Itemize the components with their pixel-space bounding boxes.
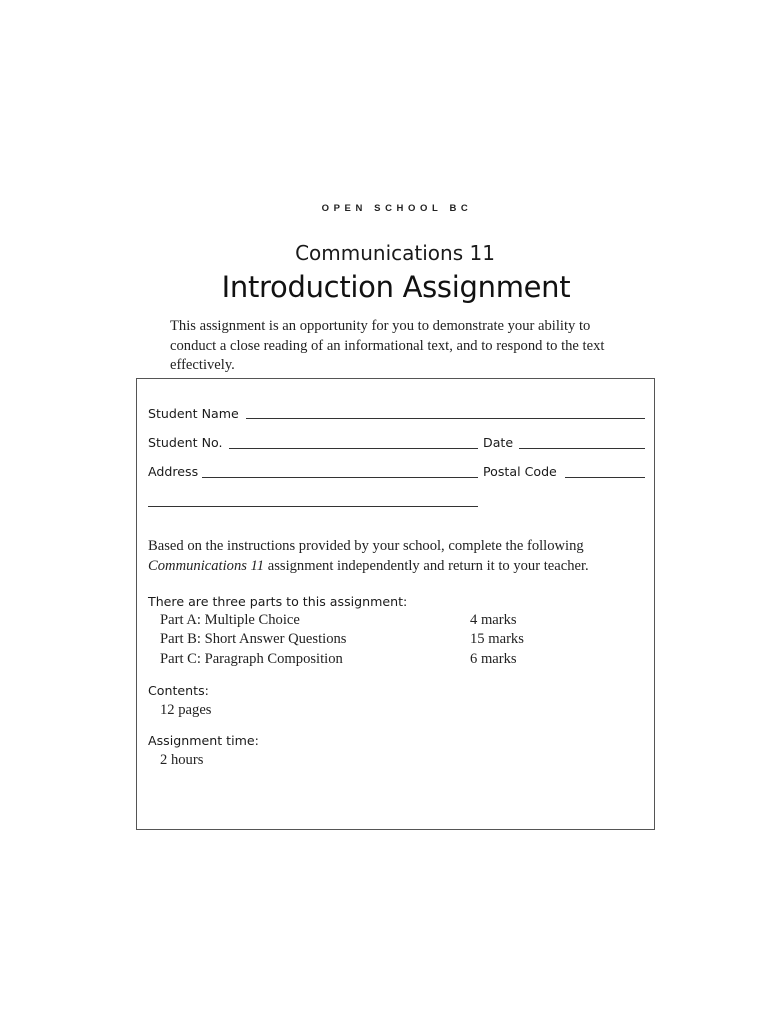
assignment-time-heading: Assignment time: xyxy=(148,733,259,748)
part-c-label: Part C: Paragraph Composition xyxy=(160,651,343,667)
course-name: Communications 11 xyxy=(295,241,495,265)
part-a-label: Part A: Multiple Choice xyxy=(160,612,300,628)
contents-value: 12 pages xyxy=(160,702,212,718)
instructions-text-after: assignment independently and return it to your teacher. xyxy=(267,557,589,574)
address-line-2-field[interactable] xyxy=(148,506,478,507)
instructions-paragraph xyxy=(148,537,643,576)
postal-code-label: Postal Code xyxy=(483,464,557,479)
instructions-course-name: Communications 11 xyxy=(148,557,265,574)
part-c-marks: 6 marks xyxy=(470,651,517,667)
date-label: Date xyxy=(483,435,514,450)
postal-code-field[interactable] xyxy=(565,477,645,478)
student-no-field[interactable] xyxy=(229,448,478,449)
part-b-marks: 15 marks xyxy=(470,631,524,647)
address-label: Address xyxy=(148,464,199,479)
address-field[interactable] xyxy=(202,477,478,478)
date-field[interactable] xyxy=(519,448,645,449)
student-name-label: Student Name xyxy=(148,406,239,421)
contents-heading: Contents: xyxy=(148,683,209,698)
organization-header: OPEN SCHOOL BC xyxy=(321,203,473,214)
part-a-marks: 4 marks xyxy=(470,612,517,628)
part-b-label: Part B: Short Answer Questions xyxy=(160,631,347,647)
student-name-field[interactable] xyxy=(246,418,645,419)
assignment-time-value: 2 hours xyxy=(160,752,204,768)
assignment-title: Introduction Assignment xyxy=(221,270,571,304)
student-no-label: Student No. xyxy=(148,435,223,450)
instructions-text-before: Based on the instructions provided by your school, complete the following xyxy=(148,538,584,554)
parts-heading: There are three parts to this assignment: xyxy=(148,594,408,609)
intro-paragraph: This assignment is an opportunity for you to demonstrate your ability to conduct a close reading of an informational text, and to respond to the text effectively. xyxy=(170,318,605,374)
